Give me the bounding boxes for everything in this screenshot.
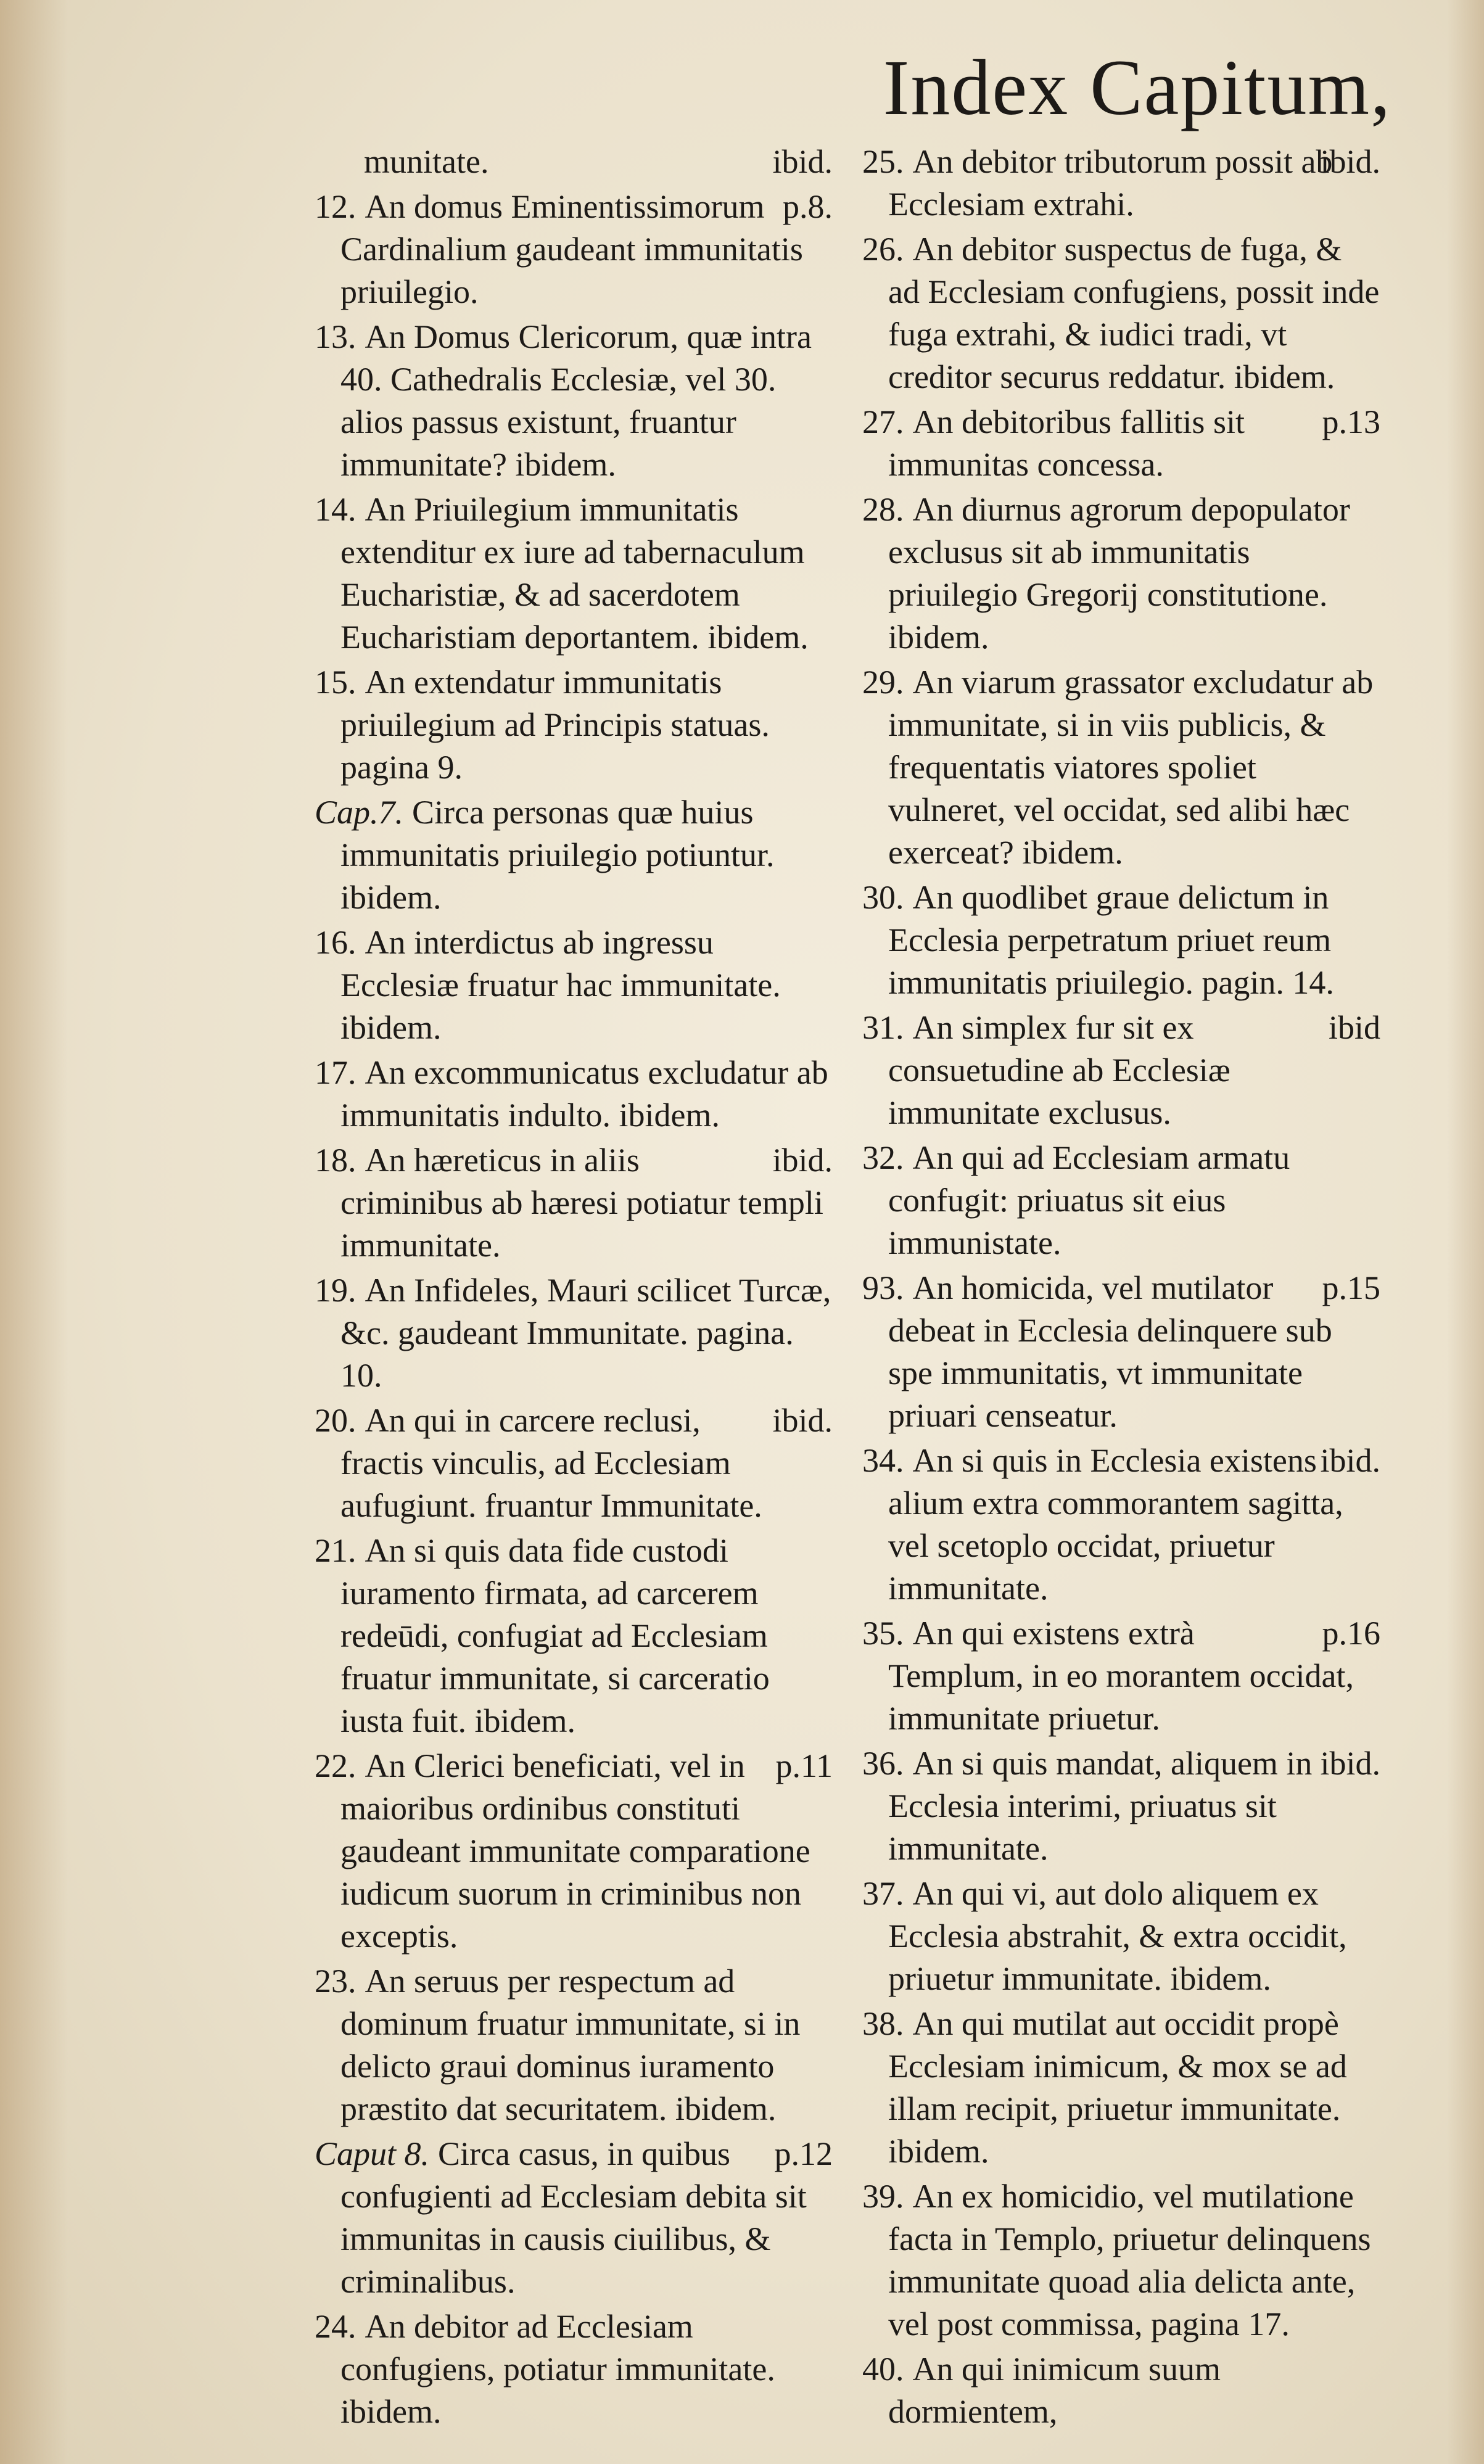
entry-number: 12. [315,188,357,225]
entry-text: An Priuilegium immunitatis extenditur ex iure ad tabernaculum Eucharistiæ, & ad sacerdotem Eucharistiam deportantem. ibidem. [340,491,809,656]
entry-number: 21. [315,1532,357,1569]
entry-number: 18. [315,1142,357,1179]
index-entry [315,1269,833,1397]
entry-number: 26. [862,231,904,268]
entry-text: An debitor ad Ecclesiam confugiens, potiatur immunitate. ibidem. [340,2308,775,2430]
entry-text: An si quis mandat, aliquem in Ecclesia interimi, priuatus sit immunitate. [888,1745,1313,1867]
entry-text: An excommunicatus excludatur ab immunitatis indulto. ibidem. [340,1054,828,1134]
entry-text: An domus Eminentissimorum Cardinalium gaudeant immunitatis priuilegio. [340,188,803,310]
index-entry [315,791,833,919]
page-reference: p.13 [1322,403,1380,440]
index-entry [862,1742,1380,1870]
index-entry [315,921,833,1049]
index-entry [862,1137,1380,1264]
entry-number: 17. [315,1054,357,1091]
entry-text: munitate. [364,143,489,180]
entry-number: Caput 8. [315,2135,430,2172]
index-entry [315,2133,833,2303]
entry-text: An homicida, vel mutilator debeat in Ecclesia delinquere sub spe immunitatis, vt immunitate priuari censeatur. [888,1269,1332,1434]
entry-text: An viarum grassator excludatur ab immunitate, si in viis publicis, & frequentatis viatores spoliet vulneret, vel occidat, sed alibi hæc exerceat? ibidem. [888,664,1374,871]
continued-entry [315,141,833,183]
index-entry [315,186,833,313]
index-entry [315,1139,833,1267]
entry-number: 29. [862,664,904,701]
index-entry [315,1052,833,1137]
entry-number: 23. [315,1963,357,2000]
entry-number: 31. [862,1009,904,1046]
index-entry [862,1440,1380,1610]
page-reference: ibid. [1320,1745,1380,1782]
entry-text: An qui inimicum suum dormientem, [888,2351,1221,2430]
entry-text: An qui mutilat aut occidit propè Ecclesiam inimicum, & mox se ad illam recipit, priuetur immunitate. ibidem. [888,2005,1347,2170]
index-entry [315,1960,833,2130]
left-column [315,141,833,2436]
index-entry [862,876,1380,1004]
entry-text: An seruus per respectum ad dominum fruatur immunitate, si in delicto graui dominus iuramento præstito dat securitatem. ibidem. [340,1963,801,2127]
entry-text: Circa personas quæ huius immunitatis priuilegio potiuntur. ibidem. [340,794,775,916]
entry-number: 32. [862,1139,904,1176]
entry-number: 25. [862,143,904,180]
entry-number: 38. [862,2005,904,2042]
entry-text: An ex homicidio, vel mutilatione facta in Templo, priuetur delinquens immunitate quoad alia delicta ante, vel post commissa, pagina 17. [888,2178,1371,2342]
entry-number: 20. [315,1402,357,1439]
index-entry [315,1745,833,1958]
index-entry [862,488,1380,659]
entry-text: An debitoribus fallitis sit immunitas concessa. [888,403,1245,483]
page-reference: p.16 [1322,1615,1380,1652]
entry-text: An simplex fur sit ex consuetudine ab Ecclesiæ immunitate exclusus. [888,1009,1230,1131]
right-column [862,141,1380,2436]
index-entry [862,401,1380,486]
entry-number: 30. [862,879,904,916]
entry-text: An Domus Clericorum, quæ intra 40. Cathedralis Ecclesiæ, vel 30. alios passus existunt, fruantur immunitate? ibidem. [340,318,812,483]
index-entry [315,661,833,789]
page-reference: ibid [1328,1009,1380,1046]
page-reference: ibid. [772,1402,833,1439]
entry-number: 28. [862,491,904,528]
page-reference: ibid. [1320,1442,1380,1479]
entry-text: An qui ad Ecclesiam armatu confugit: priuatus sit eius immunistate. [888,1139,1290,1261]
page-reference: ibid. [772,143,833,180]
running-header: Index Capitum, [883,44,1391,131]
index-entry [862,2348,1380,2433]
entry-number: 19. [315,1272,357,1309]
left-entry-list [315,186,833,2433]
entry-number: 16. [315,924,357,961]
entry-number: 36. [862,1745,904,1782]
entry-text: An diurnus agrorum depopulator exclusus sit ab immunitatis priuilegio Gregorij constitutione. ibidem. [888,491,1350,656]
entry-text: An qui in carcere reclusi, fractis vinculis, ad Ecclesiam aufugiunt. fruantur Immunitate. [340,1402,762,1524]
index-entry [315,1530,833,1742]
index-entry [315,316,833,486]
entry-number: 35. [862,1615,904,1652]
entry-text: An Infideles, Mauri scilicet Turcæ, &c. gaudeant Immunitate. pagina. 10. [340,1272,831,1394]
entry-number: 39. [862,2178,904,2215]
page-reference: p.12 [774,2135,833,2172]
entry-number: Cap.7. [315,794,404,831]
entry-number: 34. [862,1442,904,1479]
entry-number: 14. [315,491,357,528]
entry-number: 40. [862,2351,904,2388]
entry-text: An si quis in Ecclesia existens alium extra commorantem sagitta, vel scetoplo occidat, priuetur immunitate. [888,1442,1343,1607]
index-entry [315,488,833,659]
entry-text: Circa casus, in quibus confugienti ad Ecclesiam debita sit immunitas in causis ciuilibus, & criminalibus. [340,2135,807,2300]
page-reference: ibid. [1320,143,1380,180]
index-entry [862,1007,1380,1134]
page-reference: p.8. [783,188,833,225]
entry-text: An si quis data fide custodi iuramento firmata, ad carcerem redeūdi, confugiat ad Ecclesiam fruatur immunitate, si carceratio iusta fuit. ibidem. [340,1532,770,1739]
page-reference: ibid. [772,1142,833,1179]
entry-text: An quodlibet graue delictum in Ecclesia perpetratum priuet reum immunitatis priuilegio. pagin. 14. [888,879,1334,1001]
page-reference: p.15 [1322,1269,1380,1306]
index-entry [862,228,1380,398]
entry-number: 13. [315,318,357,355]
entry-number: 27. [862,403,904,440]
entry-number: 24. [315,2308,357,2345]
entry-text: An hæreticus in aliis criminibus ab hæresi potiatur templi immunitate. [340,1142,823,1264]
index-entry [862,2003,1380,2173]
entry-number: 22. [315,1747,357,1784]
entry-text: An debitor suspectus de fuga, & ad Ecclesiam confugiens, possit inde fuga extrahi, & iudici tradi, vt creditor securus reddatur. ibidem. [888,231,1380,395]
entry-text: An Clerici beneficiati, vel in maioribus ordinibus constituti gaudeant immunitate comparatione iudicum suorum in criminibus non exceptis. [340,1747,810,1955]
index-entry [862,1873,1380,2000]
entry-text: An extendatur immunitatis priuilegium ad Principis statuas. pagina 9. [340,664,770,786]
index-entry [315,1399,833,1527]
entry-text: An qui existens extrà Templum, in eo morantem occidat, immunitate priuetur. [888,1615,1354,1737]
index-entry [862,661,1380,874]
index-entry [862,1267,1380,1437]
entry-number: 37. [862,1875,904,1912]
entry-text: An qui vi, aut dolo aliquem ex Ecclesia abstrahit, & extra occidit, priuetur immunitate. ibidem. [888,1875,1347,1997]
entry-text: An debitor tributorum possit ab Ecclesiam extrahi. [888,143,1333,223]
index-entry [862,141,1380,226]
index-entry [862,1612,1380,1740]
index-entry [862,2175,1380,2346]
entry-number: 15. [315,664,357,701]
entry-text: An interdictus ab ingressu Ecclesiæ fruatur hac immunitate. ibidem. [340,924,781,1046]
right-entry-list [862,141,1380,2433]
page-reference: p.11 [775,1747,833,1784]
entry-number: 93. [862,1269,904,1306]
index-entry [315,2305,833,2433]
